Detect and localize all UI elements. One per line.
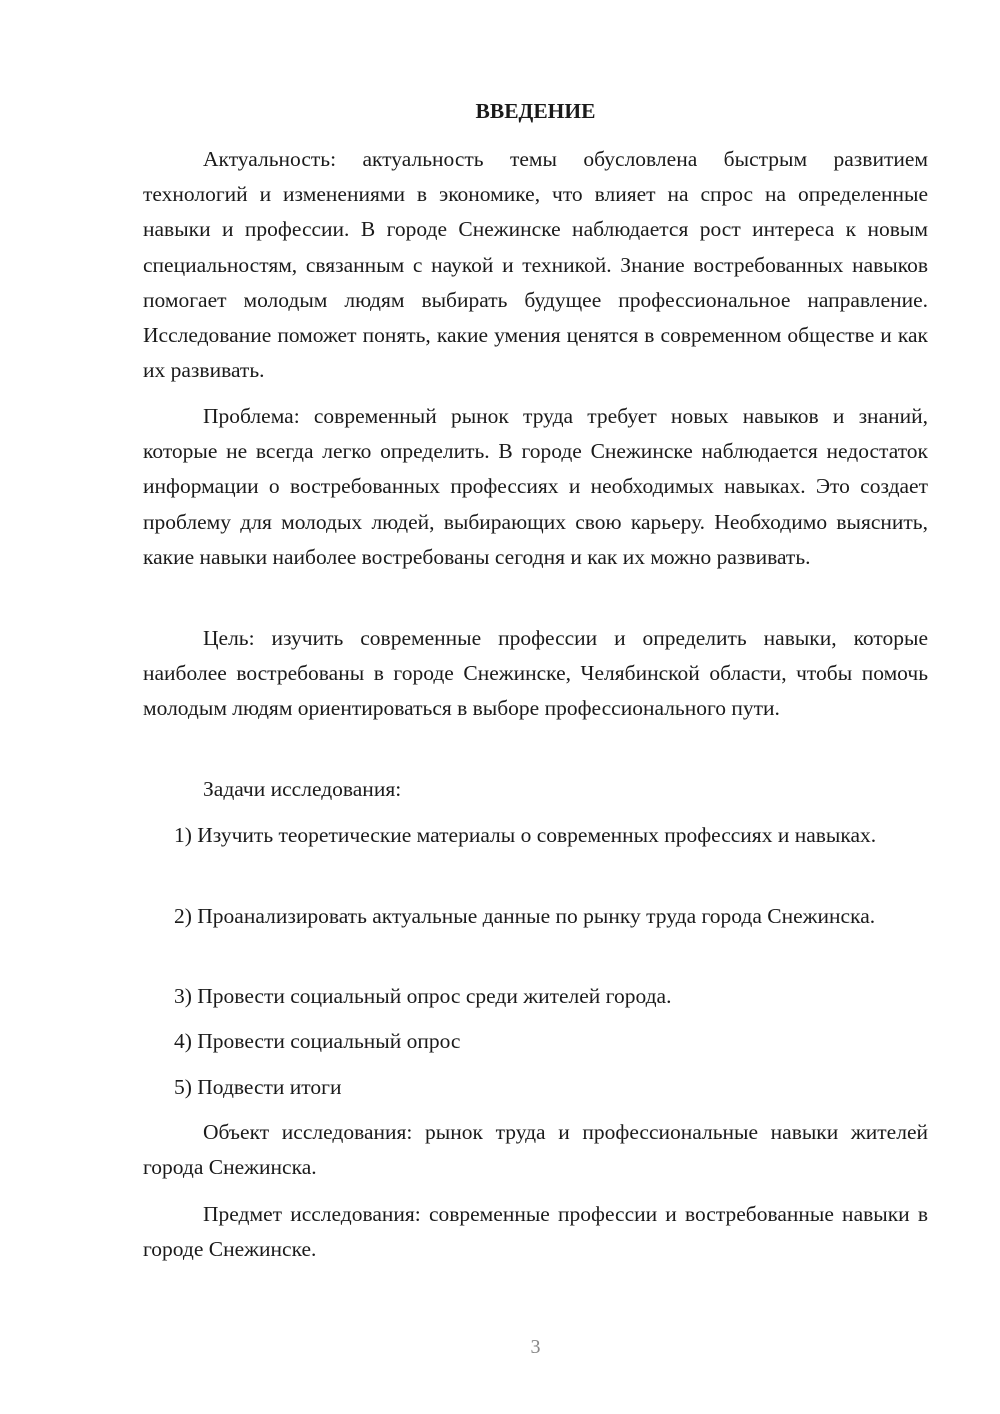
task-item-2: 2) Проанализировать актуальные данные по рынку труда города Снежинска. <box>174 904 876 928</box>
problem-paragraph: Проблема: современный рынок труда требует новых навыков и знаний, которые не всегда легко определить. В городе Снежинске наблюдается недостаток информации о востребованных профессиях и необходимых навыках. Это создает проблему для молодых людей, выбирающих свою карьеру. Необходимо выяснить, какие навыки наиболее востребованы сегодня и как их можно развивать. <box>143 404 928 569</box>
page-number: 3 <box>530 1336 541 1358</box>
task-item-1: 1) Изучить теоретические материалы о современных профессиях и навыках. <box>174 823 877 847</box>
subject-paragraph: Предмет исследования: современные профессии и востребованные навыки в городе Снежинске. <box>143 1202 928 1262</box>
task-item-3: 3) Провести социальный опрос среди жителей города. <box>174 984 672 1008</box>
task-item-4: 4) Провести социальный опрос <box>174 1029 461 1053</box>
section-heading: ВВЕДЕНИЕ <box>475 99 596 123</box>
document-page <box>143 0 928 1414</box>
object-paragraph: Объект исследования: рынок труда и профессиональные навыки жителей города Снежинска. <box>143 1120 928 1180</box>
task-item-5: 5) Подвести итоги <box>174 1075 342 1099</box>
tasks-title: Задачи исследования: <box>203 777 402 801</box>
goal-paragraph: Цель: изучить современные профессии и определить навыки, которые наиболее востребованы в городе Снежинске, Челябинской области, чтобы помочь молодым людям ориентироваться в выборе профессионального пути. <box>143 626 928 721</box>
relevance-paragraph: Актуальность: актуальность темы обусловлена быстрым развитием технологий и изменениями в экономике, что влияет на спрос на определенные навыки и профессии. В городе Снежинске наблюдается рост интереса к новым специальностям, связанным с наукой и техникой. Знание востребованных навыков помогает молодым людям выбирать будущее профессиональное направление. Исследование поможет понять, какие умения ценятся в современном обществе и как их развивать. <box>143 147 928 383</box>
